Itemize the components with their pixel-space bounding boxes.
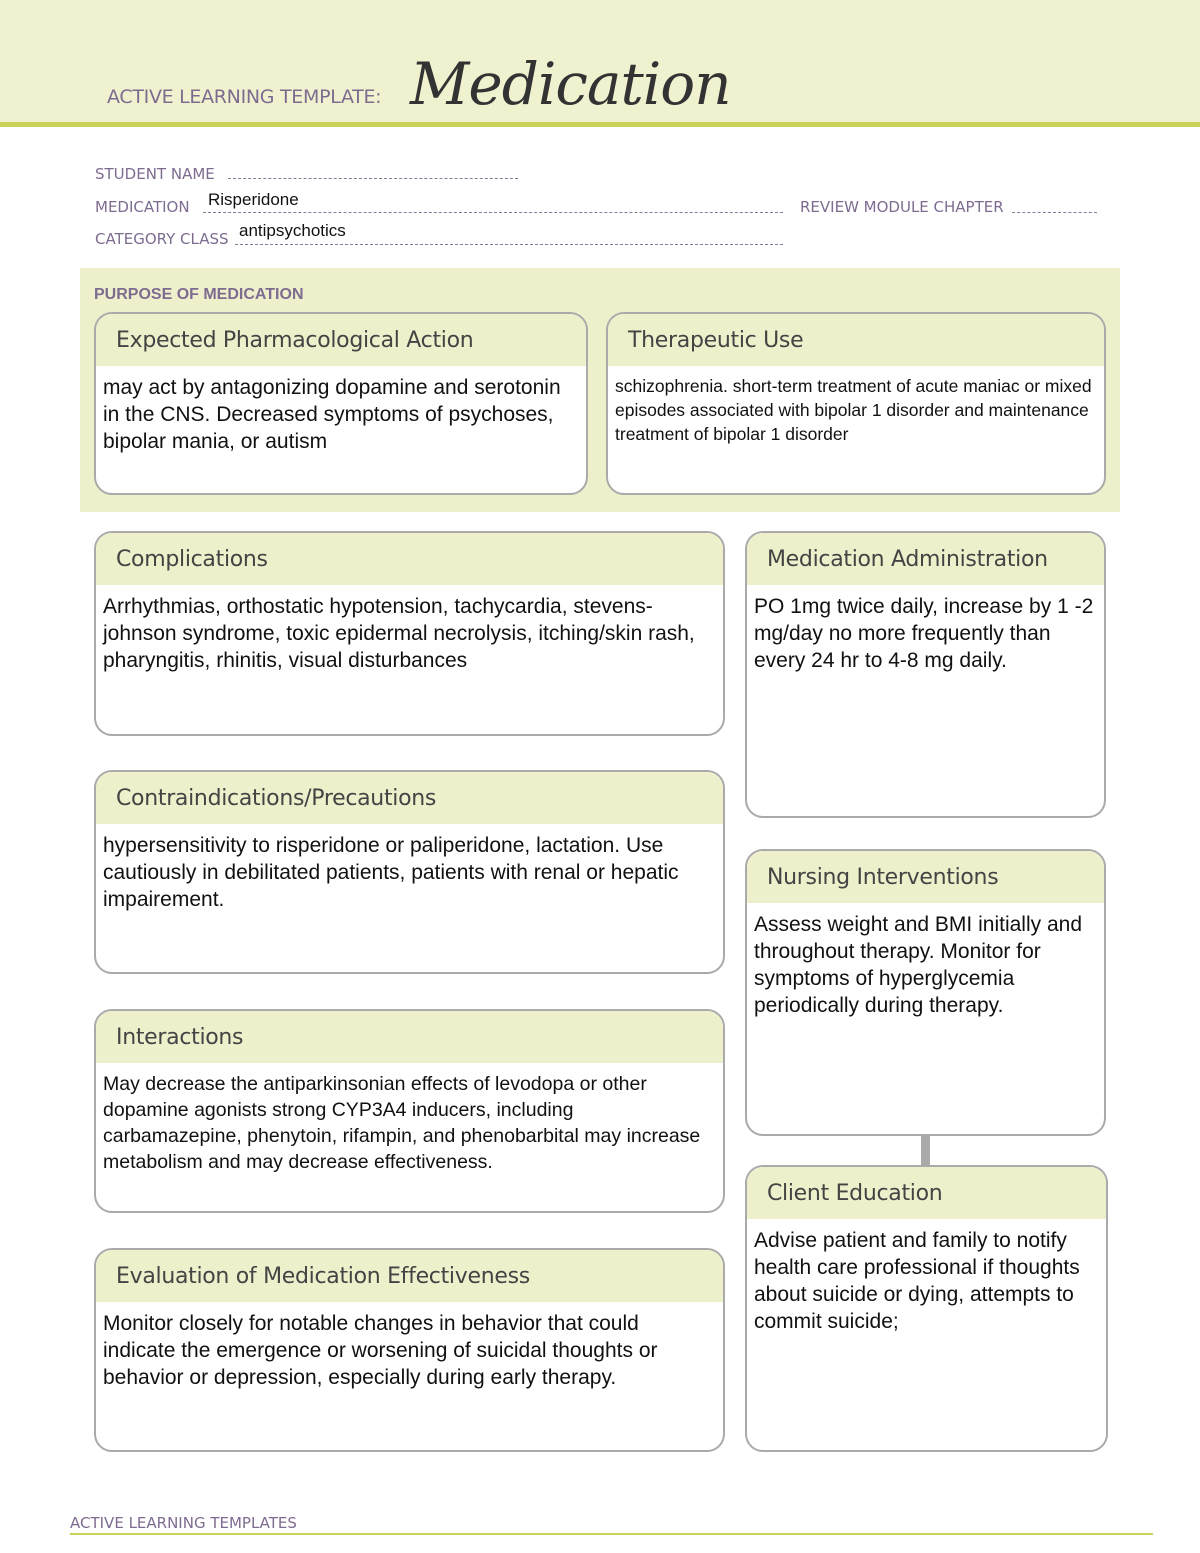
- category-class-label: CATEGORY CLASS: [95, 230, 229, 248]
- student-name-field[interactable]: [228, 178, 518, 179]
- box-title: Complications: [96, 533, 723, 585]
- box-text: Monitor closely for notable changes in behavior that could indicate the emergence or worsening of suicidal thoughts or behavior or depression, especially during early therapy.: [103, 1312, 658, 1389]
- box-text: Assess weight and BMI initially and throughout therapy. Monitor for symptoms of hyperglycemia periodically during therapy.: [754, 913, 1082, 1017]
- student-name-label: STUDENT NAME: [95, 165, 215, 183]
- evaluation-box: [94, 1248, 725, 1452]
- box-title: Client Education: [747, 1167, 1106, 1219]
- medication-value: Risperidone: [208, 190, 299, 209]
- category-class-field[interactable]: [235, 244, 783, 245]
- connector: [921, 1135, 930, 1167]
- box-text: Arrhythmias, orthostatic hypotension, tachycardia, stevens-johnson syndrome, toxic epidermal necrolysis, itching/skin rash, pharyngitis, rhinitis, visual disturbances: [103, 595, 695, 672]
- box-text: PO 1mg twice daily, increase by 1 -2 mg/day no more frequently than every 24 hr to 4-8 mg daily.: [754, 595, 1094, 672]
- box-text: May decrease the antiparkinsonian effects of levodopa or other dopamine agonists strong CYP3A4 inducers, including carbamazepine, phenytoin, rifampin, and phenobarbital may increase metabolism and may decrease effectiveness.: [103, 1073, 701, 1173]
- box-text: schizophrenia. short-term treatment of acute maniac or mixed episodes associated with bipolar 1 disorder and maintenance treatment of bipolar 1 disorder: [615, 376, 1092, 444]
- page-header: [0, 0, 1200, 127]
- box-text: hypersensitivity to risperidone or paliperidone, lactation. Use cautiously in debilitated patients, patients with renal or hepatic impairement.: [103, 834, 679, 911]
- box-title: Medication Administration: [747, 533, 1104, 585]
- box-title: Contraindications/Precautions: [96, 772, 723, 824]
- nursing-interventions-box: [745, 849, 1106, 1136]
- page-title: Medication: [410, 50, 731, 118]
- footer-divider: [70, 1533, 1153, 1535]
- complications-box: [94, 531, 725, 736]
- review-module-label: REVIEW MODULE CHAPTER: [800, 198, 1004, 216]
- box-title: Interactions: [96, 1011, 723, 1063]
- administration-box: [745, 531, 1106, 818]
- category-class-value: antipsychotics: [239, 221, 346, 240]
- client-education-box: [745, 1165, 1108, 1452]
- box-text: may act by antagonizing dopamine and serotonin in the CNS. Decreased symptoms of psychoses, bipolar mania, or autism: [103, 376, 561, 453]
- box-title: Evaluation of Medication Effectiveness: [96, 1250, 723, 1302]
- box-title: Therapeutic Use: [608, 314, 1104, 366]
- footer-label: ACTIVE LEARNING TEMPLATES: [70, 1514, 297, 1532]
- therapeutic-use-box: [606, 312, 1106, 495]
- box-text: Advise patient and family to notify health care professional if thoughts about suicide or dying, attempts to commit suicide;: [754, 1229, 1080, 1333]
- review-module-field[interactable]: [1012, 212, 1097, 213]
- purpose-title: PURPOSE OF MEDICATION: [94, 286, 304, 303]
- box-title: Nursing Interventions: [747, 851, 1104, 903]
- contraindications-box: [94, 770, 725, 974]
- interactions-box: [94, 1009, 725, 1213]
- template-label: ACTIVE LEARNING TEMPLATE:: [107, 86, 382, 108]
- medication-label: MEDICATION: [95, 198, 190, 216]
- box-title: Expected Pharmacological Action: [96, 314, 586, 366]
- medication-field[interactable]: [203, 212, 783, 213]
- expected-action-box: [94, 312, 588, 495]
